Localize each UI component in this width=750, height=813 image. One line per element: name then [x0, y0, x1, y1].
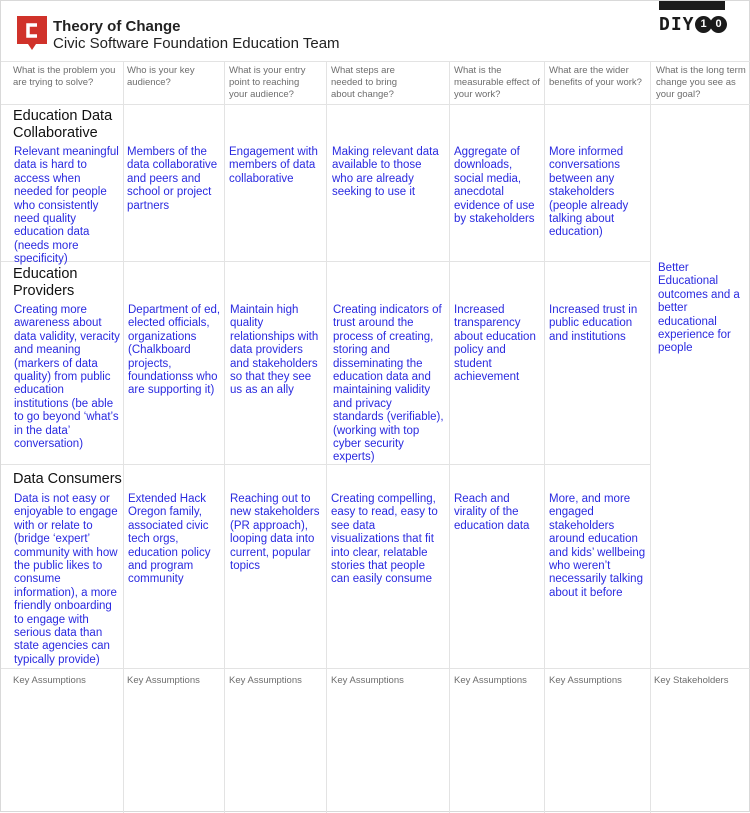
benefits-cell: More, and more engaged stakeholders around education and kids’ wellbeing who weren’t necessarily talking about it before [549, 493, 646, 599]
grid-line [544, 61, 545, 813]
page-subtitle: Civic Software Foundation Education Team [53, 35, 340, 52]
row-title-data-consumers: Data Consumers [13, 471, 122, 487]
effect-cell: Reach and virality of the education data [454, 493, 530, 532]
effect-cell: Aggregate of downloads, social media, anecdotal evidence of use by stakeholders [454, 146, 535, 226]
key-assumptions-label: Key Assumptions [331, 675, 404, 686]
key-assumptions-label: Key Assumptions [13, 675, 86, 686]
audience-cell: Extended Hack Oregon family, associated civic tech orgs, education policy and program community [128, 493, 211, 586]
steps-cell: Creating compelling, easy to read, easy to see data visualizations that fit into clear, relatable stories that people can easily consume [331, 493, 438, 586]
key-assumptions-label: Key Assumptions [454, 675, 527, 686]
column-question-benefits: What are the wider benefits of your work? [549, 65, 642, 88]
audience-cell: Department of ed, elected officials, organizations (Chalkboard projects, foundationss who are supporting it) [128, 304, 221, 397]
grid-line [224, 61, 225, 813]
entry-point-cell: Reaching out to new stakeholders (PR approach), looping data into current, popular topics [230, 493, 320, 573]
grid-line [326, 61, 327, 813]
civic-logo-icon [17, 16, 47, 50]
problem-cell: Relevant meaningful data is hard to access when needed for people who consistently need quality education data (needs more specificity) [14, 146, 119, 266]
key-assumptions-label: Key Assumptions [549, 675, 622, 686]
grid-line [1, 61, 750, 62]
entry-point-cell: Maintain high quality relationships with data providers and stakeholders so that they see us as an ally [230, 304, 319, 397]
benefits-cell: More informed conversations between any stakeholders (people already talking about education) [549, 146, 629, 239]
diy-logo-digit: 0 [710, 16, 727, 33]
column-question-goal: What is the long term change you see as your goal? [656, 65, 746, 100]
audience-cell: Members of the data collaborative and peers and school or project partners [127, 146, 218, 212]
effect-cell: Increased transparency about education policy and student achievement [454, 304, 536, 384]
diy-logo-bar [659, 1, 725, 10]
column-question-entry-point: What is your entry point to reaching your audience? [229, 65, 306, 100]
grid-line [123, 61, 124, 813]
grid-line [650, 61, 651, 813]
diy-logo-digit: 1 [695, 16, 712, 33]
steps-cell: Creating indicators of trust around the process of creating, storing and disseminating the education data and maintaining validity and privacy standards (verifiable), (working with top cyber security experts) [333, 304, 444, 464]
column-question-effect: What is the measurable effect of your work? [454, 65, 540, 100]
entry-point-cell: Engagement with members of data collaborative [229, 146, 318, 185]
page-title: Theory of Change [53, 18, 181, 35]
column-question-steps: What steps are needed to bring about change? [331, 65, 398, 100]
key-assumptions-label: Key Assumptions [229, 675, 302, 686]
goal-cell: Better Educational outcomes and a better educational experience for people [658, 262, 740, 355]
column-question-audience: Who is your key audience? [127, 65, 195, 88]
row-title-education-providers: Education Providers [13, 266, 78, 299]
column-question-problem: What is the problem you are trying to solve? [13, 65, 116, 88]
diy-logo-text: DIY [659, 14, 695, 35]
key-stakeholders-label: Key Stakeholders [654, 675, 729, 686]
key-assumptions-label: Key Assumptions [127, 675, 200, 686]
grid-line [449, 61, 450, 813]
grid-line [1, 668, 750, 669]
problem-cell: Creating more awareness about data validity, veracity and meaning (markers of data quality) from public education institutions (be able to go beyond ‘what’s in the data’ conversation) [14, 304, 120, 451]
row-title-education-data-collaborative: Education Data Collaborative [13, 108, 113, 141]
benefits-cell: Increased trust in public education and institutions [549, 304, 638, 343]
diy-logo [659, 1, 725, 37]
steps-cell: Making relevant data available to those who are already seeking to use it [332, 146, 439, 199]
problem-cell: Data is not easy or enjoyable to engage with or relate to (bridge ‘expert’ community with how the public likes to consume information), a more friendly onboarding to engage with serious data than state agencies can typically provide) [14, 493, 118, 666]
grid-line [1, 104, 750, 105]
